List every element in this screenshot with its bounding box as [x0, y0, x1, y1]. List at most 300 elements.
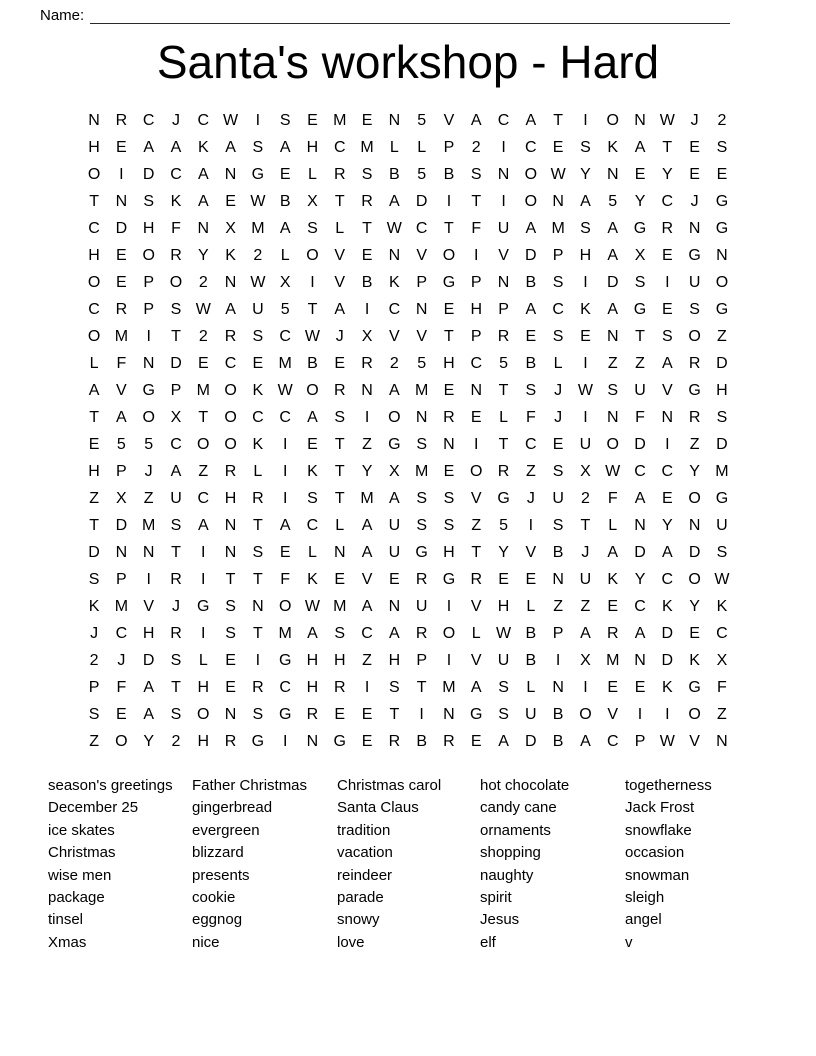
grid-letter: 5 — [116, 436, 126, 453]
word-list-column — [192, 775, 337, 954]
grid-letter: G — [388, 436, 401, 453]
grid-letter: L — [253, 463, 263, 480]
grid-letter: S — [716, 409, 728, 426]
grid-letter: E — [252, 355, 264, 372]
grid-letter: I — [255, 112, 261, 129]
grid-letter: A — [580, 625, 591, 642]
grid-letter: R — [497, 463, 510, 480]
grid-letter: E — [307, 112, 318, 129]
grid-letter: S — [661, 328, 673, 345]
grid-letter: N — [224, 517, 237, 534]
grid-letter: N — [415, 409, 428, 426]
grid-letter: S — [716, 544, 728, 561]
word-list-item: evergreen — [192, 821, 260, 839]
grid-letter: F — [525, 409, 536, 426]
grid-letter: 2 — [89, 652, 99, 669]
word-list-item: Xmas — [48, 933, 87, 951]
grid-letter: S — [552, 274, 564, 291]
grid-letter: 5 — [417, 112, 427, 129]
grid-letter: O — [606, 112, 619, 129]
grid-letter: I — [119, 166, 124, 183]
grid-letter: T — [662, 139, 673, 156]
grid-letter: N — [606, 328, 619, 345]
grid-letter: I — [201, 544, 206, 561]
name-label: Name: — [40, 7, 85, 24]
grid-letter: T — [498, 436, 509, 453]
grid-letter: G — [715, 220, 729, 237]
grid-letter: R — [224, 328, 237, 345]
grid-letter: O — [470, 463, 483, 480]
grid-letter: U — [170, 490, 182, 507]
grid-letter: T — [307, 301, 318, 318]
grid-letter: W — [304, 328, 321, 345]
grid-letter: V — [116, 382, 127, 399]
grid-letter: O — [524, 166, 538, 183]
grid-letter: S — [88, 706, 100, 723]
grid-letter: G — [278, 652, 292, 669]
grid-letter: H — [443, 355, 455, 372]
grid-letter: D — [634, 436, 646, 453]
grid-letter: K — [607, 139, 619, 156]
grid-letter: N — [388, 247, 401, 264]
grid-letter: M — [114, 328, 129, 345]
word-list-item: tradition — [337, 821, 391, 839]
grid-letter: D — [688, 544, 701, 561]
grid-letter: K — [197, 139, 209, 156]
grid-letter: S — [416, 490, 427, 507]
grid-letter: T — [471, 544, 482, 561]
grid-letter: O — [688, 490, 701, 507]
grid-letter: Z — [143, 490, 154, 507]
grid-letter: X — [170, 409, 182, 426]
grid-letter: X — [580, 463, 591, 480]
grid-letter: Z — [607, 355, 618, 372]
word-list-column — [337, 775, 480, 954]
grid-letter: C — [606, 733, 619, 750]
grid-letter: M — [278, 355, 292, 372]
grid-letter: T — [498, 382, 509, 399]
grid-letter: H — [224, 490, 237, 507]
grid-letter: U — [688, 274, 701, 291]
grid-letter: V — [470, 598, 482, 615]
grid-letter: Z — [362, 436, 372, 453]
grid-letter: S — [279, 112, 291, 129]
grid-letter: N — [606, 166, 619, 183]
word-list-item: Father Christmas — [192, 777, 308, 794]
grid-letter: Z — [580, 598, 591, 615]
grid-letter: T — [334, 436, 345, 453]
grid-letter: A — [525, 220, 537, 237]
grid-letter: I — [583, 355, 588, 372]
grid-letter: G — [278, 706, 292, 723]
grid-letter: E — [88, 436, 100, 453]
word-list-item: v — [625, 933, 633, 951]
grid-letter: C — [279, 328, 291, 345]
grid-letter: Y — [689, 598, 700, 615]
word-list-item: shopping — [480, 844, 541, 862]
grid-letter: A — [170, 463, 182, 480]
word-search-grid — [80, 107, 735, 755]
grid-letter: A — [116, 409, 127, 426]
grid-letter: C — [170, 166, 182, 183]
grid-letter: J — [90, 625, 99, 642]
grid-letter: G — [633, 301, 647, 318]
grid-letter: C — [115, 625, 128, 642]
grid-letter: A — [661, 544, 673, 561]
grid-letter: C — [170, 436, 182, 453]
grid-letter: L — [526, 679, 536, 696]
grid-letter: Z — [717, 706, 727, 723]
grid-letter: Z — [553, 598, 564, 615]
grid-letter: A — [225, 301, 236, 318]
grid-letter: N — [224, 274, 237, 291]
grid-letter: R — [306, 706, 319, 723]
grid-letter: I — [474, 436, 479, 453]
grid-letter: P — [116, 571, 127, 588]
grid-letter: P — [443, 139, 455, 156]
grid-letter: W — [495, 625, 512, 642]
grid-letter: U — [579, 436, 592, 453]
grid-letter: J — [117, 652, 126, 669]
grid-letter: K — [88, 598, 100, 615]
grid-letter: S — [525, 382, 537, 399]
grid-letter: 2 — [389, 355, 399, 372]
grid-letter: L — [335, 220, 345, 237]
grid-letter: I — [146, 571, 151, 588]
grid-letter: V — [443, 112, 455, 129]
grid-letter: C — [197, 490, 210, 507]
grid-letter: W — [223, 112, 239, 129]
grid-letter: A — [143, 679, 155, 696]
grid-letter: P — [416, 274, 427, 291]
grid-letter: A — [361, 517, 373, 534]
grid-letter: T — [334, 490, 345, 507]
grid-letter: E — [443, 382, 455, 399]
grid-letter: P — [552, 625, 564, 642]
grid-letter: E — [661, 301, 673, 318]
grid-letter: V — [470, 490, 482, 507]
grid-letter: Z — [89, 733, 99, 750]
grid-letter: I — [282, 436, 288, 453]
grid-letter: M — [606, 652, 620, 669]
grid-letter: T — [225, 571, 236, 588]
word-list-column — [48, 775, 192, 954]
grid-letter: I — [583, 679, 588, 696]
grid-letter: R — [361, 193, 373, 210]
word-list-item: vacation — [337, 844, 393, 862]
word-list-item: ice skates — [48, 821, 115, 839]
grid-letter: S — [716, 139, 728, 156]
grid-letter: 2 — [171, 733, 181, 750]
grid-letter: A — [88, 382, 100, 399]
grid-letter: 5 — [417, 355, 427, 372]
grid-letter: F — [635, 409, 645, 426]
grid-letter: V — [607, 706, 619, 723]
grid-letter: A — [361, 598, 373, 615]
grid-letter: L — [198, 652, 208, 669]
name-blank-line — [90, 7, 730, 24]
grid-letter: N — [443, 706, 455, 723]
grid-letter: P — [170, 382, 182, 399]
grid-letter: H — [388, 652, 401, 669]
grid-letter: U — [579, 571, 592, 588]
grid-letter: K — [689, 652, 700, 669]
grid-letter: Z — [635, 355, 645, 372]
grid-letter: E — [470, 409, 482, 426]
grid-letter: O — [688, 706, 701, 723]
grid-letter: P — [498, 301, 509, 318]
grid-letter: 2 — [471, 139, 481, 156]
grid-letter: T — [362, 220, 372, 237]
grid-letter: M — [414, 463, 429, 480]
grid-letter: M — [414, 382, 429, 399]
grid-letter: I — [583, 112, 588, 129]
grid-letter: E — [197, 355, 209, 372]
grid-letter: R — [333, 679, 346, 696]
grid-letter: J — [171, 598, 180, 615]
grid-letter: M — [278, 625, 292, 642]
grid-letter: W — [605, 463, 621, 480]
grid-letter: B — [552, 706, 564, 723]
grid-letter: O — [224, 382, 237, 399]
grid-letter: S — [252, 706, 264, 723]
grid-letter: I — [528, 517, 534, 534]
grid-letter: A — [389, 193, 400, 210]
grid-letter: S — [498, 706, 509, 723]
grid-letter: I — [446, 652, 452, 669]
grid-letter: N — [716, 247, 728, 264]
grid-letter: K — [607, 571, 619, 588]
grid-letter: O — [715, 274, 729, 291]
grid-letter: X — [116, 490, 127, 507]
grid-letter: S — [443, 517, 455, 534]
grid-letter: N — [415, 301, 428, 318]
grid-letter: X — [225, 220, 236, 237]
word-list-item: Santa Claus — [337, 799, 419, 817]
grid-letter: Z — [362, 652, 372, 669]
grid-letter: S — [498, 679, 509, 696]
grid-letter: I — [201, 625, 206, 642]
grid-letter: E — [580, 328, 591, 345]
grid-letter: A — [197, 193, 209, 210]
grid-letter: A — [634, 139, 646, 156]
grid-letter: N — [497, 166, 510, 183]
grid-letter: C — [661, 193, 674, 210]
grid-letter: U — [252, 301, 264, 318]
grid-letter: E — [334, 706, 346, 723]
word-list-item: tinsel — [48, 911, 84, 929]
grid-letter: D — [661, 625, 674, 642]
grid-letter: V — [334, 247, 346, 264]
grid-letter: L — [608, 517, 618, 534]
grid-letter: L — [308, 544, 317, 561]
grid-letter: E — [225, 679, 236, 696]
grid-letter: H — [88, 139, 100, 156]
grid-letter: P — [143, 301, 155, 318]
grid-letter: Y — [661, 517, 673, 534]
grid-letter: F — [116, 355, 127, 372]
grid-letter: N — [443, 436, 455, 453]
grid-letter: B — [307, 355, 318, 372]
grid-letter: U — [634, 382, 646, 399]
grid-letter: L — [417, 139, 427, 156]
grid-letter: A — [307, 409, 318, 426]
word-list-item: angel — [625, 911, 662, 929]
grid-letter: S — [170, 517, 182, 534]
grid-letter: Y — [197, 247, 209, 264]
grid-letter: R — [170, 625, 182, 642]
grid-letter: S — [252, 328, 264, 345]
grid-letter: O — [524, 193, 538, 210]
grid-letter: N — [688, 517, 701, 534]
grid-letter: G — [715, 193, 729, 210]
grid-letter: G — [715, 301, 729, 318]
grid-letter: N — [388, 598, 401, 615]
word-list-item: naughty — [480, 866, 534, 884]
grid-letter: V — [470, 652, 482, 669]
word-list-item: presents — [192, 866, 250, 884]
grid-letter: I — [282, 490, 288, 507]
grid-letter: M — [360, 139, 374, 156]
grid-letter: H — [497, 598, 510, 615]
grid-letter: M — [196, 382, 210, 399]
grid-letter: I — [637, 706, 643, 723]
grid-letter: G — [415, 544, 428, 561]
word-list — [0, 775, 816, 954]
grid-letter: S — [552, 517, 564, 534]
grid-letter: R — [415, 625, 428, 642]
grid-letter: A — [580, 733, 591, 750]
grid-letter: P — [116, 463, 127, 480]
grid-letter: T — [171, 328, 181, 345]
grid-letter: H — [716, 382, 728, 399]
grid-letter: A — [498, 733, 509, 750]
grid-letter: H — [579, 247, 592, 264]
grid-letter: E — [361, 733, 373, 750]
grid-letter: N — [552, 571, 564, 588]
grid-letter: O — [688, 571, 701, 588]
grid-letter: R — [224, 463, 237, 480]
grid-letter: D — [170, 355, 182, 372]
grid-letter: C — [525, 139, 537, 156]
grid-letter: S — [307, 490, 318, 507]
grid-letter: T — [444, 328, 454, 345]
grid-letter: O — [197, 706, 210, 723]
grid-letter: R — [115, 112, 128, 129]
grid-letter: P — [470, 328, 482, 345]
word-list-item: gingerbread — [192, 799, 273, 817]
grid-letter: M — [333, 598, 347, 615]
grid-letter: R — [361, 355, 373, 372]
grid-letter: 5 — [417, 166, 427, 183]
grid-letter: E — [361, 706, 373, 723]
grid-letter: C — [525, 436, 537, 453]
grid-letter: B — [416, 733, 427, 750]
grid-letter: T — [444, 220, 454, 237]
grid-letter: S — [225, 625, 236, 642]
grid-letter: C — [361, 625, 373, 642]
grid-letter: V — [361, 571, 373, 588]
grid-letter: L — [308, 166, 317, 183]
grid-letter: L — [89, 355, 99, 372]
grid-letter: T — [471, 193, 482, 210]
grid-letter: H — [306, 652, 319, 669]
grid-letter: N — [224, 166, 237, 183]
grid-letter: E — [225, 652, 236, 669]
grid-letter: C — [634, 463, 646, 480]
page-title: Santa's workshop - Hard — [156, 36, 660, 88]
grid-letter: S — [334, 625, 346, 642]
grid-letter: N — [88, 112, 100, 129]
grid-letter: I — [419, 706, 424, 723]
grid-letter: S — [552, 463, 564, 480]
grid-letter: X — [634, 247, 646, 264]
grid-letter: S — [552, 328, 564, 345]
grid-letter: E — [116, 706, 127, 723]
grid-letter: N — [252, 598, 264, 615]
grid-letter: U — [388, 544, 401, 561]
grid-letter: Z — [689, 436, 700, 453]
grid-letter: R — [415, 571, 428, 588]
grid-letter: H — [306, 139, 319, 156]
grid-letter: W — [577, 382, 593, 399]
grid-letter: B — [525, 652, 537, 669]
grid-letter: L — [389, 139, 399, 156]
grid-letter: C — [661, 571, 674, 588]
grid-letter: O — [224, 436, 237, 453]
grid-letter: L — [280, 247, 290, 264]
grid-letter: E — [443, 301, 455, 318]
grid-letter: B — [552, 544, 564, 561]
grid-letter: D — [142, 652, 155, 669]
grid-letter: R — [688, 409, 701, 426]
grid-letter: N — [661, 409, 674, 426]
grid-letter: R — [443, 733, 455, 750]
grid-letter: J — [171, 112, 180, 129]
grid-letter: S — [252, 544, 264, 561]
grid-letter: T — [580, 517, 591, 534]
grid-letter: A — [389, 490, 400, 507]
grid-letter: C — [306, 517, 319, 534]
grid-letter: T — [553, 112, 564, 129]
grid-letter: R — [333, 166, 346, 183]
grid-letter: R — [661, 220, 674, 237]
word-list-item: snowman — [625, 866, 690, 884]
grid-letter: W — [304, 598, 321, 615]
grid-letter: W — [659, 733, 675, 750]
word-list-item: parade — [337, 889, 384, 907]
grid-letter: M — [333, 112, 347, 129]
grid-letter: H — [470, 301, 483, 318]
grid-letter: U — [497, 652, 510, 669]
grid-letter: L — [335, 517, 345, 534]
word-list-item: blizzard — [192, 844, 244, 862]
grid-letter: O — [442, 247, 456, 264]
grid-letter: W — [250, 193, 266, 210]
grid-letter: A — [279, 517, 291, 534]
grid-letter: N — [716, 733, 728, 750]
grid-letter: E — [607, 679, 619, 696]
grid-letter: R — [333, 382, 346, 399]
grid-letter: C — [388, 301, 401, 318]
grid-letter: T — [198, 409, 209, 426]
grid-letter: K — [170, 193, 182, 210]
grid-letter: E — [607, 598, 619, 615]
grid-letter: F — [116, 679, 127, 696]
grid-letter: R — [443, 409, 455, 426]
grid-letter: T — [416, 679, 427, 696]
grid-letter: H — [142, 625, 155, 642]
